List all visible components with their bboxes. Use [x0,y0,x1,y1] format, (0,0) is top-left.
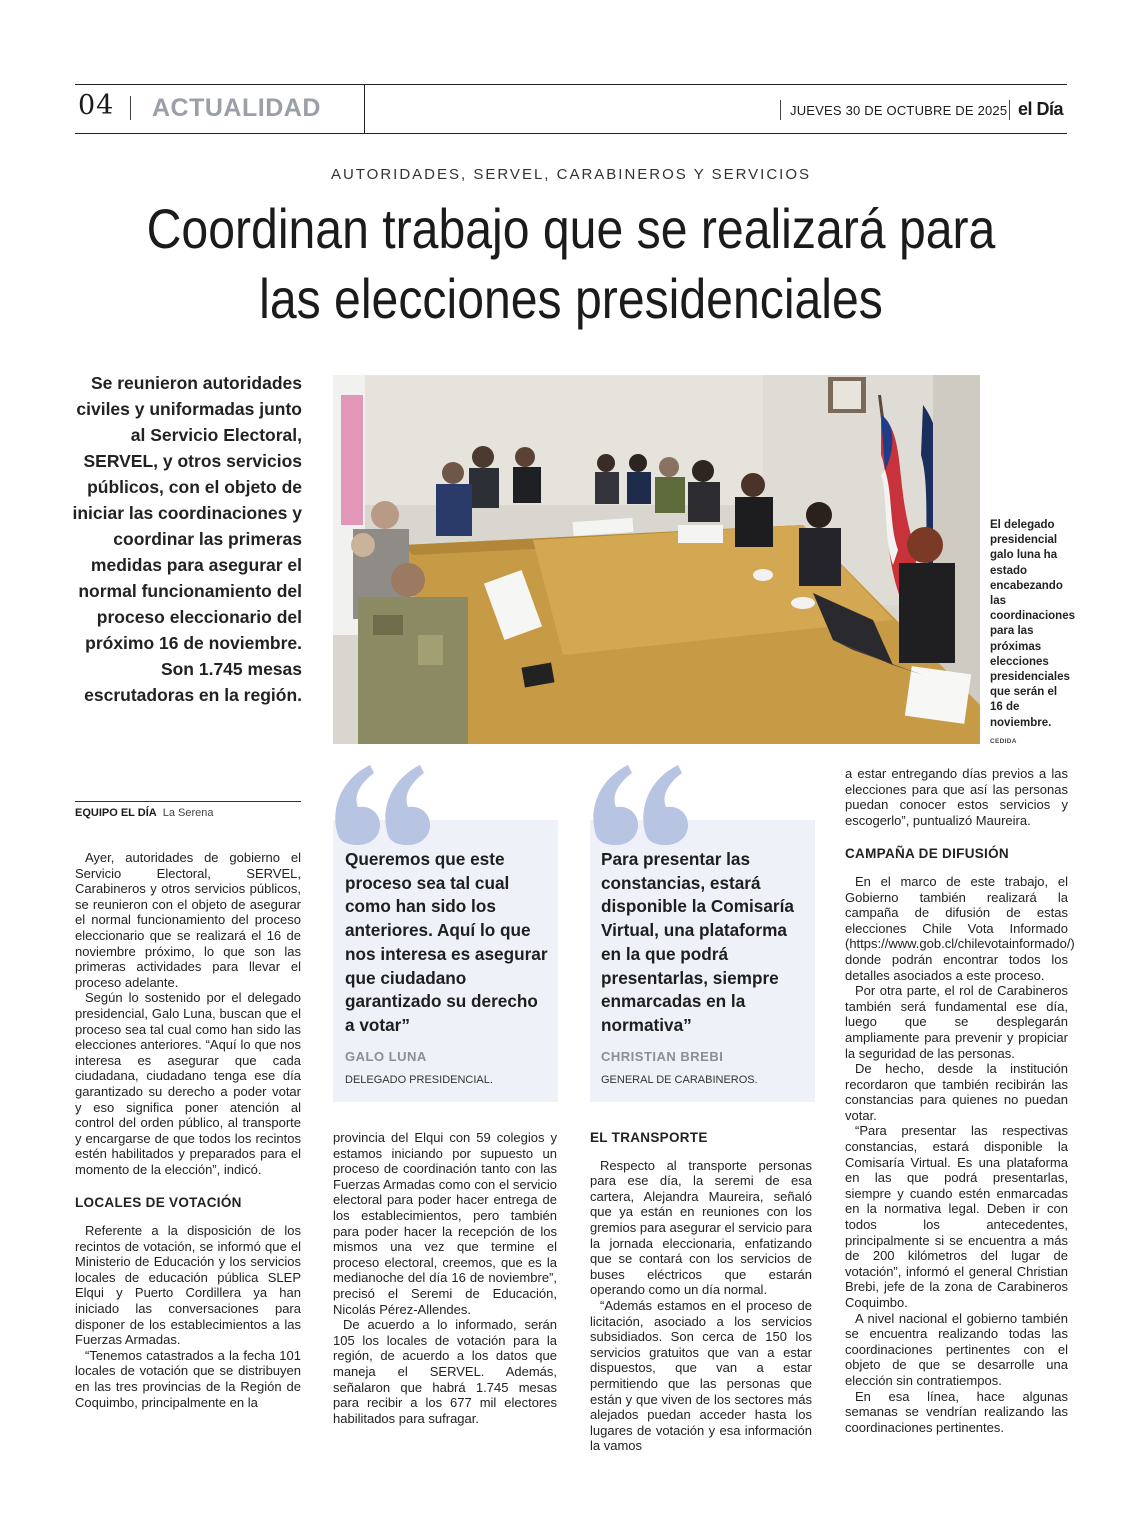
pull-quote-name: GALO LUNA [345,1049,427,1064]
photo-credit: CEDIDA [990,738,1017,745]
paragraph: De hecho, desde la institución recordaron que también recibirán las constancias para quienes no puedan votar. [845,1061,1068,1123]
meeting-photo-illustration [333,375,980,744]
paragraph: Según lo sostenido por el delegado presidencial, Galo Luna, buscan que el proceso sea tal cual como han sido las elecciones anteriores. “Aquí lo que nos interesa es asegurar que cada ciudadana, ciudadano tenga ese día garantizado su derecho a poder votar y eso significa poner atención al control del orden público, al transporte y encargarse de que todos los recintos estén habilitados y preparados para el momento de la elección”, indicó. [75,990,301,1177]
photo-caption: El delegado presidencial galo luna ha estado encabezando las coordinaciones para las próximas elecciones presidenciales que serán el 16 de noviembre. [990,519,1075,729]
paragraph: De acuerdo a lo informado, serán 105 los locales de votación para la región, de acuerdo a los datos que maneja el SERVEL. Además, señalaron que habrá 1.745 mesas para recibir a los 677 mil electores habilitados para sufragar. [333,1317,557,1426]
pull-quote-text: Queremos que este proceso sea tal cual como han sido los anteriores. Aquí lo que nos interesa es asegurar que ciudadano garantizado su derecho a votar” [345,849,548,1035]
paragraph: “Para presentar las respectivas constancias, estará disponible la Comisaría Virtual. Es una plataforma en las que podrá presentarlas, siempre y cuando estén enmarcadas en la normativa legal. Deben ir con todos los antecedentes, principalmente si se encuentra a más de 200 kilómetros del lugar de votación”, informó el general Christian Brebi, jefe de la zona de Carabineros Coquimbo. [845,1123,1068,1310]
body-column-4 [845,766,1075,1435]
header-pipe [1009,100,1010,120]
paragraph: A nivel nacional el gobierno también se encuentra realizando todas las coordinaciones pertinentes con el objeto de que se desarrolle una elección sin contratiempos. [845,1310,1068,1388]
article-headline [114,194,1027,334]
page-number: 04 [78,90,115,121]
paragraph: Respecto al transporte personas para ese día, la seremi de esa cartera, Alejandra Maureira, señaló que ya están en reuniones con los gremios para asegurar el servicio para la jornada eleccionaria, enfatizando que se contará con los servicios de buses eléctricos que estarán operando como un día normal. [590,1157,812,1298]
meeting-photo [333,375,980,744]
article-kicker: AUTORIDADES, SERVEL, CARABINEROS Y SERVICIOS [330,166,812,183]
subheading-transporte: EL TRANSPORTE [590,1130,708,1145]
pull-quote-text: Para presentar las constancias, estará disponible la Comisaría Virtual, una plataforma en la que podrá presentarlas, siempre enmarcadas en la normativa” [601,849,794,1035]
issue-date: JUEVES 30 DE OCTUBRE DE 2025 [790,103,1008,118]
quote-mark-icon [330,755,440,845]
byline-rule [75,801,301,802]
pull-quote-role: GENERAL DE CARABINEROS. [601,1074,758,1086]
article-lead: Se reunieron autoridades civiles y uniformadas junto al Servicio Electoral, SERVEL, y otros servicios públicos, con el objeto de iniciar las coordinaciones y coordinar las primeras medidas para asegurar el normal funcionamiento del proceso eleccionario del próximo 16 de noviembre. Son 1.745 mesas escrutadoras en la región. [72,373,302,705]
paragraph: En esa línea, hace algunas semanas se vendrían realizando las coordinaciones pertinentes. [845,1388,1068,1435]
body-column-2 [333,1130,557,1426]
paragraph: provincia del Elqui con 59 colegios y estamos iniciando por supuesto un proceso de coordinación tanto con las Fuerzas Armadas como con el servicio electoral para poder hacer entrega de los establecimientos, pero también para poder hacer la recepción de los mismos una vez que termine el proceso electoral, creemos, que es la medianoche del día 16 de noviembre”, precisó el Seremi de Educación, Nicolás Pérez-Allendes. [333,1130,557,1317]
header-divider [364,84,365,134]
paragraph: “Además estamos en el proceso de licitación, asociado a los servicios subsidiados. Son cerca de 150 los servicios gratuitos que van a estar dispuestos, que van a estar permitiendo que las personas que están y que viven de los sectores más alejados puedan acceder hasta los lugares de votación y esa información la vamos [590,1297,812,1454]
byline-author: EQUIPO EL DÍA [75,807,157,819]
paragraph: En el marco de este trabajo, el Gobierno también realizará la campaña de difusión de estas elecciones Chile Vota Informado (https://www.gob.cl/chilevotainformado/) donde podrán encontrar todos los detalles asociados a este proceso. [845,873,1075,983]
paragraph: Referente a la disposición de los recintos de votación, se informó que el Ministerio de Educación y los servicios locales de educación pública SLEP Elqui y Puerto Cordillera ya han iniciado las conversaciones para disponer de los establecimientos a las Fuerzas Armadas. [75,1223,301,1348]
paragraph: Por otra parte, el rol de Carabineros también será fundamental ese día, luego que se desplegarán ampliamente para prevenir y propiciar la seguridad de las personas. [845,983,1068,1061]
header-pipe [780,100,781,120]
subheading-locales: LOCALES DE VOTACIÓN [75,1195,242,1211]
pull-quote-role: DELEGADO PRESIDENCIAL. [345,1074,493,1086]
byline-location: La Serena [162,807,214,819]
paragraph: Ayer, autoridades de gobierno el Servicio Electoral, SERVEL, Carabineros y otros servicios públicos, se reunieron con el objeto de asegurar el normal funcionamiento del proceso eleccionario que se realizará el 16 de noviembre próximo, lo que son las primeras actividades para llevar el proceso adelante. [75,850,301,990]
quote-mark-icon [588,755,698,845]
headline-line: las elecciones presidenciales [259,267,883,330]
pull-quote-name: CHRISTIAN BREBI [601,1049,724,1064]
byline [75,807,213,819]
header-pipe [130,96,131,120]
paragraph: “Tenemos catastrados a la fecha 101 locales de votación que se distribuyen en las tres provincias de la Región de Coquimbo, principalmente en la [75,1347,301,1410]
header-bottom-rule [75,133,1067,134]
header-top-rule [75,84,1067,85]
subheading-campana: CAMPAÑA DE DIFUSIÓN [845,846,1009,862]
paragraph: a estar entregando días previos a las elecciones para que así las personas puedan conocer estos servicios y escogerlo”, puntualizó Maureira. [845,766,1068,828]
section-name: ACTUALIDAD [152,94,321,122]
headline-line: Coordinan trabajo que se realizará para [146,197,996,260]
body-column-1 [75,850,301,1410]
body-column-3 [590,1130,812,1454]
newspaper-logo: el Día [1018,99,1064,119]
